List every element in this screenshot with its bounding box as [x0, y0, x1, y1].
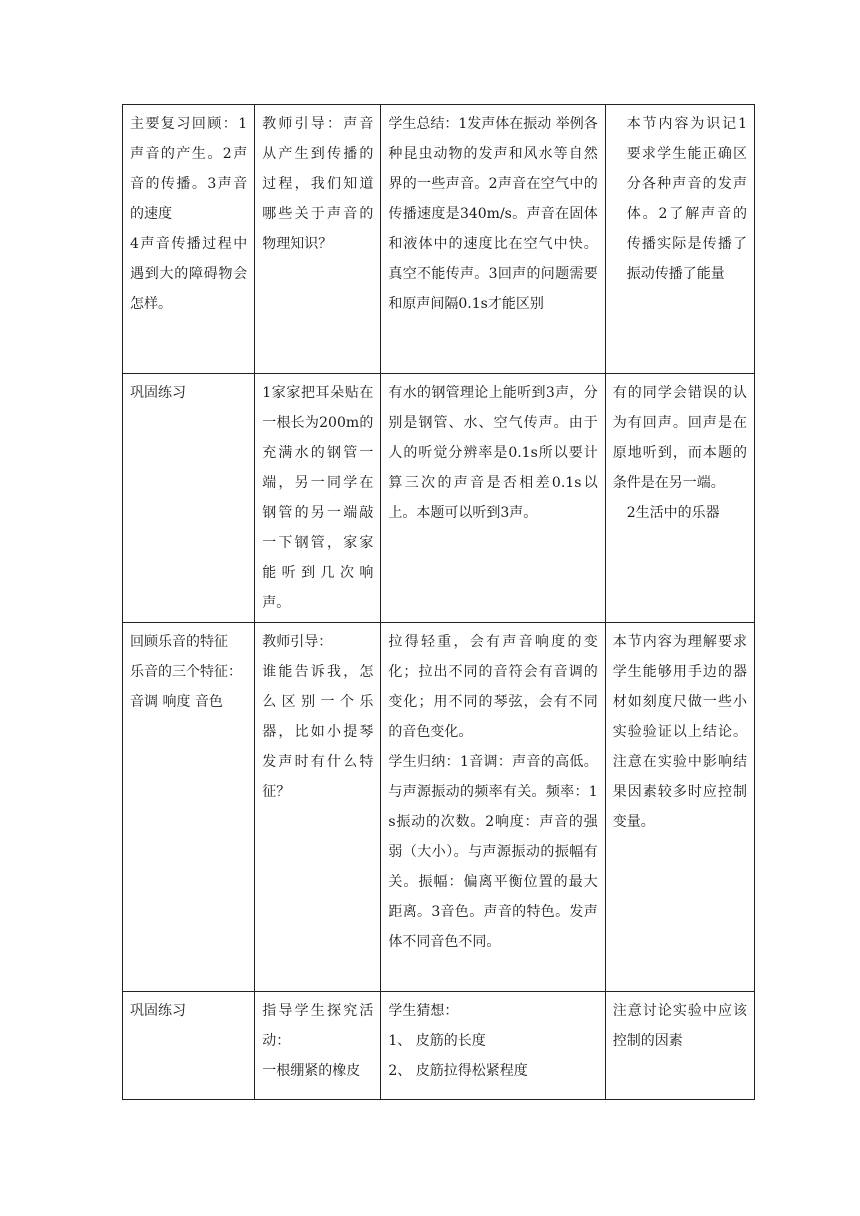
cell-text: 2、 皮筋拉得松紧程度: [388, 1063, 528, 1079]
student-cell: [381, 374, 605, 623]
table-row: [123, 374, 755, 623]
review-cell: [123, 105, 255, 374]
cell-text: 4声音传播过程中遇到大的障碍物会怎样。: [130, 236, 248, 312]
lesson-plan-table: [122, 104, 755, 1100]
student-cell: [381, 992, 605, 1100]
review-cell: [123, 992, 255, 1100]
cell-text: 注意讨论实验中应该控制的因素: [612, 1003, 747, 1049]
review-cell: [123, 374, 255, 623]
cell-text: 学生总结：1发声体在振动 举例各种昆虫动物的发声和风水等自然界的一些声音。2声音在空气中的传播速度是340m/s。声音在固体和液体中的速度比在空气中快。真空不能传声。3回声的问题需要和原声间隔0.1s才能区别: [388, 116, 598, 312]
cell-text: 音调 响度 音色: [130, 694, 223, 710]
cell-text: 回顾乐音的特征: [130, 634, 228, 650]
note-cell: [605, 105, 754, 374]
cell-text: 拉得轻重，会有声音响度的变化；拉出不同的音符会有音调的变化；用不同的琴弦，会有不同的音色变化。: [388, 634, 598, 740]
teacher-cell: [255, 992, 381, 1100]
cell-text: 一根绷紧的橡皮: [262, 1063, 361, 1079]
table-row: [123, 623, 755, 992]
note-cell: [605, 992, 754, 1100]
cell-text: 学生猜想：: [388, 1003, 459, 1019]
cell-text: 巩固练习: [130, 1003, 186, 1019]
student-cell: [381, 623, 605, 992]
table-row: [123, 105, 755, 374]
cell-text: 指导学生探究活动：: [262, 1003, 374, 1049]
cell-text: 教师引导：: [262, 634, 333, 650]
cell-text: 学生归纳：1音调：声音的高低。与声源振动的频率有关。频率：1s振动的次数。2响度：声音的强弱（大小）。与声源振动的振幅有关。振幅：偏离平衡位置的最大距离。3音色。声音的特色。发声体不同音色不同。: [388, 754, 598, 950]
cell-text: 主要复习回顾：1声音的产生。2声音的传播。3声音的速度: [130, 116, 248, 222]
cell-text: 1、 皮筋的长度: [388, 1033, 486, 1049]
teacher-cell: [255, 374, 381, 623]
cell-text: 2生活中的乐器: [626, 505, 720, 521]
note-cell: [605, 374, 754, 623]
cell-text: 教师引导：声音从产生到传播的过程，我们知道哪些关于声音的物理知识？: [262, 116, 374, 252]
cell-text: 本节内容为识记1要求学生能正确区分各种声音的发声体。2了解声音的传播实际是传播了振动传播了能量: [626, 116, 747, 282]
cell-text: 1家家把耳朵贴在一根长为200m的充满水的钢管一端，另一同学在钢管的另一端敲一下钢管，家家能听到几次响声。: [262, 385, 374, 611]
cell-text: 谁能告诉我，怎么区别一个乐器，比如小提琴发声时有什么特征？: [262, 664, 374, 800]
cell-text: 巩固练习: [130, 385, 186, 401]
note-cell: [605, 623, 754, 992]
student-cell: [381, 105, 605, 374]
cell-text: 有水的钢管理论上能听到3声，分别是钢管、水、空气传声。由于人的听觉分辨率是0.1s所以要计算三次的声音是否相差0.1s以上。本题可以听到3声。: [388, 385, 598, 521]
cell-text: 本节内容为理解要求学生能够用手边的器材如刻度尺做一些小实验验证以上结论。注意在实验中影响结果因素较多时应控制变量。: [612, 634, 747, 830]
teacher-cell: [255, 105, 381, 374]
teacher-cell: [255, 623, 381, 992]
cell-text: 乐音的三个特征：: [130, 664, 242, 680]
table-row: [123, 992, 755, 1100]
cell-text: 有的同学会错误的认为有回声。回声是在原地听到，而本题的条件是在另一端。: [612, 385, 747, 491]
review-cell: [123, 623, 255, 992]
